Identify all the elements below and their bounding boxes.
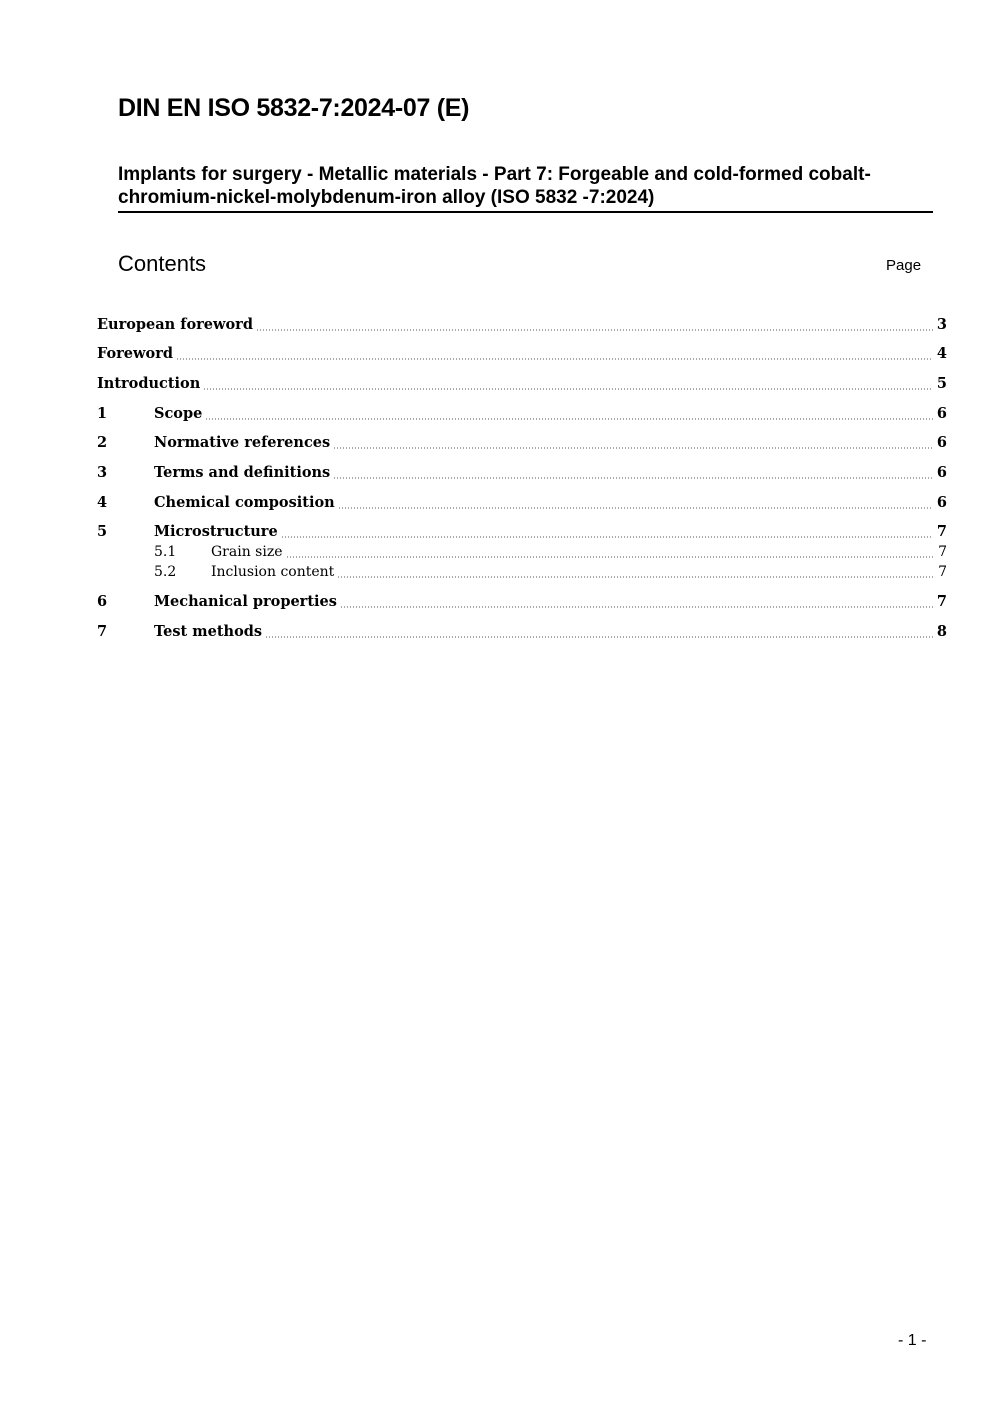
page-footer-number: - 1 -	[898, 1332, 927, 1349]
toc-leader	[286, 556, 934, 558]
toc-leader	[205, 418, 933, 420]
toc-section-number: 5.1	[154, 544, 177, 560]
toc-entry-inclusion-content[interactable]	[97, 559, 947, 581]
toc-title: Test methods	[154, 623, 263, 640]
toc-leader	[265, 636, 933, 638]
toc-section-number: 2	[97, 434, 108, 451]
toc-page-number: 6	[936, 494, 947, 511]
toc-leader	[338, 507, 933, 509]
toc-page-number: 6	[936, 464, 947, 481]
page-column-heading: Page	[886, 257, 922, 274]
toc-title: Introduction	[97, 375, 201, 392]
toc-section-number: 5	[97, 523, 108, 540]
toc-entry-introduction[interactable]	[97, 371, 947, 393]
toc-title: Terms and definitions	[154, 464, 331, 481]
toc-page-number: 6	[936, 434, 947, 451]
toc-title: Chemical composition	[154, 494, 335, 511]
toc-title: Microstructure	[154, 523, 278, 540]
toc-leader	[203, 388, 933, 390]
toc-title: Foreword	[97, 345, 173, 362]
toc-entry-scope[interactable]	[97, 401, 947, 423]
toc-section-number: 7	[97, 623, 108, 640]
toc-leader	[256, 329, 933, 331]
toc-page-number: 7	[936, 523, 947, 540]
toc-leader	[281, 536, 933, 538]
toc-title: Normative references	[154, 434, 331, 451]
toc-title: European foreword	[97, 316, 253, 333]
toc-title: Scope	[154, 405, 203, 422]
toc-page-number: 7	[936, 593, 947, 610]
toc-entry-grain-size[interactable]	[97, 539, 947, 561]
toc-section-number: 6	[97, 593, 108, 610]
toc-entry-foreword[interactable]	[97, 341, 947, 363]
toc-page-number: 7	[938, 544, 947, 560]
toc-section-number: 4	[97, 494, 108, 511]
toc-title: Grain size	[211, 544, 283, 560]
toc-page-number: 6	[936, 405, 947, 422]
toc-leader	[333, 447, 933, 449]
toc-page-number: 7	[938, 564, 947, 580]
toc-title: Inclusion content	[211, 564, 335, 580]
toc-section-number: 3	[97, 464, 108, 481]
toc-page-number: 4	[936, 345, 947, 362]
toc-leader	[340, 606, 933, 608]
toc-entry-normative-references[interactable]	[97, 430, 947, 452]
contents-heading: Contents	[118, 251, 207, 276]
toc-leader	[337, 576, 933, 578]
toc-entry-european-foreword[interactable]	[97, 312, 947, 334]
toc-page-number: 5	[936, 375, 947, 392]
toc-leader	[176, 358, 933, 360]
toc-entry-test-methods[interactable]	[97, 619, 947, 641]
document-subtitle	[118, 163, 933, 213]
toc-entry-mechanical-properties[interactable]	[97, 589, 947, 611]
toc-entry-chemical-composition[interactable]	[97, 490, 947, 512]
toc-title: Mechanical properties	[154, 593, 337, 610]
toc-leader	[333, 477, 933, 479]
toc-page-number: 3	[936, 316, 947, 333]
toc-page-number: 8	[936, 623, 947, 640]
toc-entry-microstructure[interactable]	[97, 519, 947, 541]
toc-section-number: 1	[97, 405, 108, 422]
subtitle-line-1: Implants for surgery - Metallic materials - Part 7: Forgeable and cold-formed cobalt-	[118, 164, 871, 185]
toc-entry-terms-and-definitions[interactable]	[97, 460, 947, 482]
document-title: DIN EN ISO 5832-7:2024-07 (E)	[118, 94, 470, 122]
subtitle-line-2: chromium-nickel-molybdenum-iron alloy (ISO 5832 -7:2024)	[118, 187, 655, 208]
toc-section-number: 5.2	[154, 564, 177, 580]
